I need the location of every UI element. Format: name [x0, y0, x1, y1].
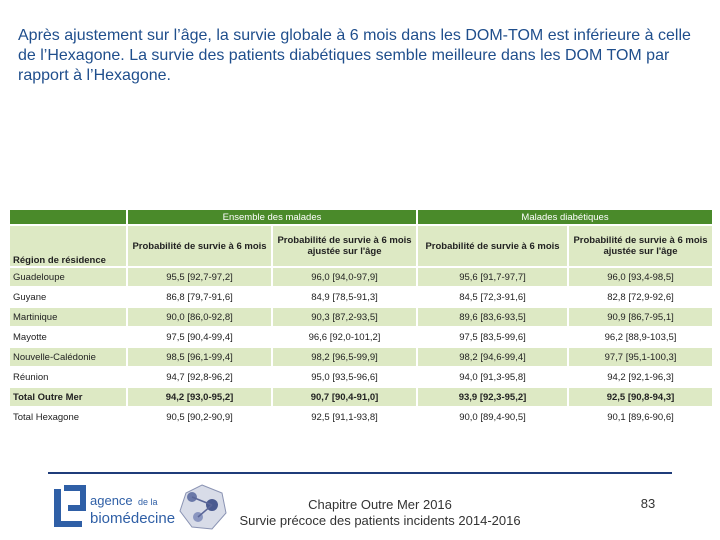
value-cell: 94,2 [93,0-95,2] — [128, 388, 271, 406]
region-cell: Martinique — [10, 308, 126, 326]
col-header-survival-adjusted: Probabilité de survie à 6 mois ajustée sur l'âge — [273, 226, 416, 266]
footer-divider — [48, 472, 672, 474]
table-row — [10, 368, 712, 386]
value-cell: 90,9 [86,7-95,1] — [569, 308, 712, 326]
value-cell: 97,7 [95,1-100,3] — [569, 348, 712, 366]
region-cell: Total Outre Mer — [10, 388, 126, 406]
value-cell: 84,5 [72,3-91,6] — [418, 288, 567, 306]
value-cell: 97,5 [83,5-99,6] — [418, 328, 567, 346]
value-cell: 96,2 [88,9-103,5] — [569, 328, 712, 346]
agence-biomedecine-logo — [52, 483, 232, 533]
region-cell: Total Hexagone — [10, 408, 126, 426]
value-cell: 84,9 [78,5-91,3] — [273, 288, 416, 306]
col-header-diabetic-survival: Probabilité de survie à 6 mois — [418, 226, 567, 266]
survival-table — [8, 208, 714, 428]
region-cell: Réunion — [10, 368, 126, 386]
value-cell: 94,7 [92,8-96,2] — [128, 368, 271, 386]
value-cell: 90,3 [87,2-93,5] — [273, 308, 416, 326]
molecule-icon — [180, 485, 226, 529]
value-cell: 94,2 [92,1-96,3] — [569, 368, 712, 386]
caption-chapter: Chapitre Outre Mer 2016 — [308, 497, 452, 512]
value-cell: 90,0 [89,4-90,5] — [418, 408, 567, 426]
footer-caption — [230, 497, 530, 529]
value-cell: 98,2 [94,6-99,4] — [418, 348, 567, 366]
table-row — [10, 308, 712, 326]
group-header-all-patients: Ensemble des malades — [128, 210, 416, 224]
value-cell: 82,8 [72,9-92,6] — [569, 288, 712, 306]
caption-subtitle: Survie précoce des patients incidents 2014-2016 — [239, 513, 521, 528]
value-cell: 94,0 [91,3-95,8] — [418, 368, 567, 386]
logo-text-agence: agence — [90, 493, 133, 508]
value-cell: 96,0 [94,0-97,9] — [273, 268, 416, 286]
value-cell: 90,5 [90,2-90,9] — [128, 408, 271, 426]
col-header-survival: Probabilité de survie à 6 mois — [128, 226, 271, 266]
logo-text-de-la: de la — [138, 497, 158, 507]
region-cell: Mayotte — [10, 328, 126, 346]
value-cell: 96,0 [93,4-98,5] — [569, 268, 712, 286]
value-cell: 98,5 [96,1-99,4] — [128, 348, 271, 366]
value-cell: 97,5 [90,4-99,4] — [128, 328, 271, 346]
value-cell: 92,5 [90,8-94,3] — [569, 388, 712, 406]
value-cell: 98,2 [96,5-99,9] — [273, 348, 416, 366]
table-row — [10, 288, 712, 306]
region-cell: Guyane — [10, 288, 126, 306]
value-cell: 86,8 [79,7-91,6] — [128, 288, 271, 306]
value-cell: 96,6 [92,0-101,2] — [273, 328, 416, 346]
table-row — [10, 328, 712, 346]
group-header-blank — [10, 210, 126, 224]
value-cell: 89,6 [83,6-93,5] — [418, 308, 567, 326]
value-cell: 95,0 [93,5-96,6] — [273, 368, 416, 386]
col-header-region: Région de résidence — [10, 226, 126, 266]
value-cell: 95,6 [91,7-97,7] — [418, 268, 567, 286]
region-cell: Nouvelle-Calédonie — [10, 348, 126, 366]
table-row — [10, 268, 712, 286]
value-cell: 90,0 [86,0-92,8] — [128, 308, 271, 326]
slide-headline: Après ajustement sur l’âge, la survie globale à 6 mois dans les DOM-TOM est inférieure à celle de l’Hexagone. La survie des patients diabétiques semble meilleure dans les DOM TOM par rapport à l’Hexagone. — [18, 27, 691, 84]
value-cell: 95,5 [92,7-97,2] — [128, 268, 271, 286]
value-cell: 92,5 [91,1-93,8] — [273, 408, 416, 426]
col-header-diabetic-survival-adjusted: Probabilité de survie à 6 mois ajustée sur l'âge — [569, 226, 712, 266]
value-cell: 93,9 [92,3-95,2] — [418, 388, 567, 406]
group-header-diabetic-patients: Malades diabétiques — [418, 210, 712, 224]
table-row-total-hexagone — [10, 408, 712, 426]
table-row — [10, 348, 712, 366]
logo-text-biomedecine: biomédecine — [90, 510, 176, 527]
region-cell: Guadeloupe — [10, 268, 126, 286]
value-cell: 90,7 [90,4-91,0] — [273, 388, 416, 406]
page-number: 83 — [640, 496, 656, 511]
value-cell: 90,1 [89,6-90,6] — [569, 408, 712, 426]
table-row-total-outre-mer — [10, 388, 712, 406]
